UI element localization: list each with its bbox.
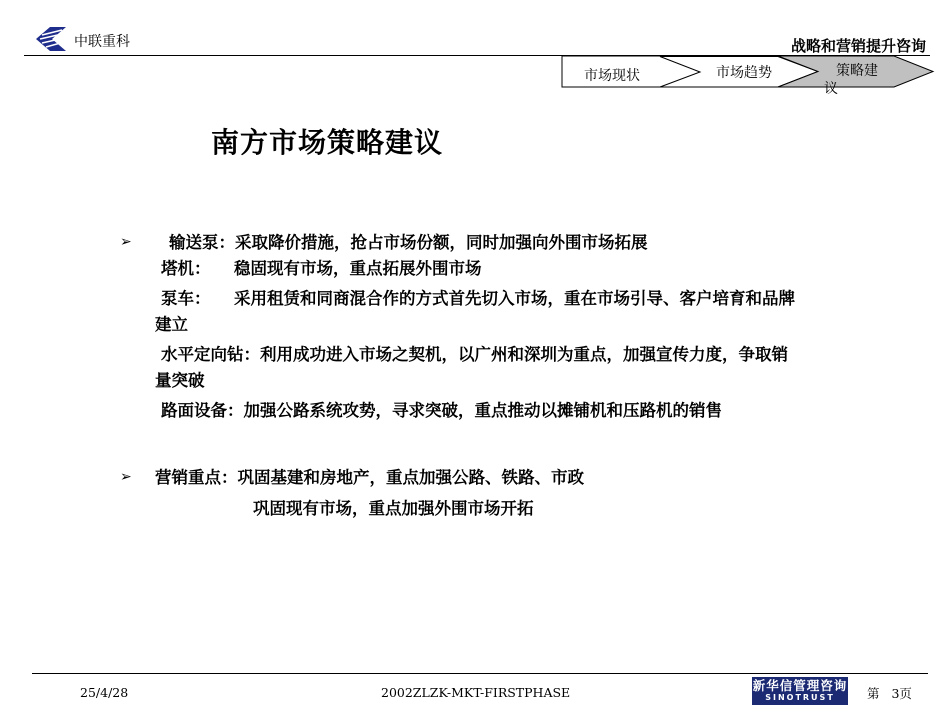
pump-truck-text: 采用租赁和同商混合作的方式首先切入市场，重在市场引导、客户培育和品牌 xyxy=(234,289,795,308)
sinotrust-logo xyxy=(752,677,848,705)
section1-block xyxy=(155,230,860,424)
pump-truck-line-2: 建立 xyxy=(155,315,188,334)
footer-divider xyxy=(32,673,928,674)
marketing-focus-line-2: 巩固现有市场，重点加强外围市场开拓 xyxy=(253,499,534,518)
breadcrumb-step-1[interactable]: 市场现状 xyxy=(584,68,640,84)
bullet-icon: ➢ xyxy=(120,234,132,250)
company-logo xyxy=(32,24,70,54)
pump-truck-label: 泵车： xyxy=(161,289,211,308)
brand-cn: 新华信管理咨询 xyxy=(752,678,848,693)
pump-line: 输送泵：采取降价措施，抢占市场份额，同时加强向外围市场拓展 xyxy=(169,233,648,252)
tower-crane-text: 稳固现有市场，重点拓展外围市场 xyxy=(234,259,482,278)
brand-en: SINOTRUST xyxy=(765,693,835,702)
footer-doc-code: 2002ZLZK-MKT-FIRSTPHASE xyxy=(381,685,571,700)
zoomlion-logo-icon xyxy=(32,24,70,54)
page-title: 南方市场策略建议 xyxy=(211,126,444,159)
breadcrumb-step-3[interactable]: 策略建议 xyxy=(824,63,878,97)
bullet-icon: ➢ xyxy=(120,469,132,485)
page-number xyxy=(867,684,912,702)
tower-crane-label: 塔机： xyxy=(161,259,211,278)
footer-date: 25/4/28 xyxy=(80,685,129,700)
road-equipment-line: 路面设备：加强公路系统攻势，寻求突破，重点推动以摊铺机和压路机的销售 xyxy=(161,401,722,420)
page-prefix: 第 xyxy=(867,686,880,701)
page-suffix: 页 xyxy=(899,686,912,701)
project-title: 战略和营销提升咨询 xyxy=(790,37,926,55)
breadcrumb-step-2[interactable]: 市场趋势 xyxy=(716,65,772,81)
page-number-value: 3 xyxy=(891,686,900,701)
marketing-focus-line: 营销重点：巩固基建和房地产，重点加强公路、铁路、市政 xyxy=(155,468,584,487)
tower-crane-line xyxy=(155,256,860,282)
company-name: 中联重科 xyxy=(74,34,130,50)
pump-truck-line xyxy=(155,286,860,312)
hdd-line: 水平定向钻：利用成功进入市场之契机，以广州和深圳为重点，加强宣传力度，争取销 xyxy=(161,345,788,364)
hdd-line-2: 量突破 xyxy=(155,371,205,390)
